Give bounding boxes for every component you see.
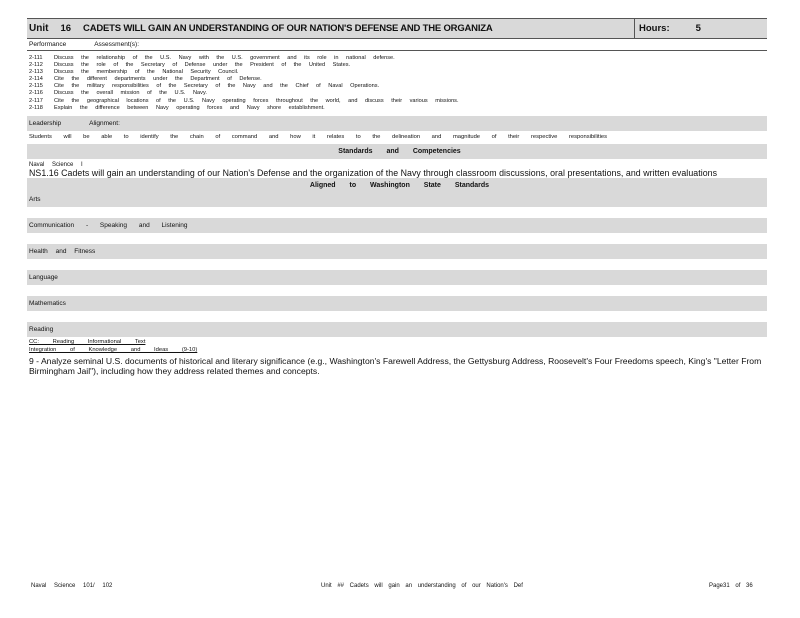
objective-text: Cite the geographical locations of the U.S. Navy operating forces throughout the world, and discuss their various missions. bbox=[54, 97, 459, 104]
performance-label: Performance bbox=[29, 41, 67, 48]
alignment-label: Alignment: bbox=[89, 119, 120, 127]
objective-number: 2-111 bbox=[29, 55, 43, 61]
objective-number: 2-112 bbox=[29, 62, 43, 69]
subject-health bbox=[27, 244, 767, 259]
ns-standard-text: NS1.16 Cadets will gain an understanding of our Nation's Defense and the organization of the Navy through classroom discussions, oral presentations, and written evaluations bbox=[29, 167, 718, 178]
standards-heading: Standards and Competencies bbox=[338, 147, 461, 155]
subject-health-label: Health and Fitness bbox=[29, 247, 96, 255]
hours-cell bbox=[635, 23, 767, 34]
subject-arts-label: Arts bbox=[29, 196, 41, 204]
aligned-band bbox=[27, 178, 767, 193]
subject-communication-label: Communication - Speaking and Listening bbox=[29, 221, 188, 229]
unit-label: Unit bbox=[29, 23, 49, 34]
subject-language-label: Language bbox=[29, 273, 58, 281]
unit-title-bar bbox=[27, 18, 767, 39]
objective-text: Discuss the relationship of the U.S. Navy with the U.S. government and its role in national defense. bbox=[54, 55, 395, 61]
footer-unit-ref: Unit ## Cadets will gain an understanding of our Nation's Def bbox=[321, 583, 523, 589]
subject-communication bbox=[27, 218, 767, 233]
subject-language bbox=[27, 270, 767, 285]
objective-number: 2-114 bbox=[29, 76, 43, 83]
objective-item bbox=[29, 105, 767, 112]
cc-integration-line: Integration of Knowledge and Ideas (9-10) bbox=[29, 346, 198, 353]
standards-band bbox=[27, 144, 767, 159]
objective-item bbox=[29, 83, 767, 90]
footer-course: Naval Science 101/ 102 bbox=[31, 583, 113, 589]
page-footer bbox=[31, 583, 761, 589]
objective-text: Discuss the overall mission of the U.S. Navy. bbox=[54, 90, 207, 97]
unit-number: 16 bbox=[60, 23, 72, 34]
aligned-heading: Aligned to Washington State Standards bbox=[309, 181, 490, 189]
subject-mathematics-label: Mathematics bbox=[29, 299, 66, 307]
objective-item bbox=[29, 76, 767, 83]
objective-number: 2-117 bbox=[29, 97, 43, 104]
hours-label: Hours: bbox=[639, 23, 670, 34]
leadership-label: Leadership bbox=[29, 119, 62, 127]
objective-text: Discuss the role of the Secretary of Defense under the President of the United States. bbox=[54, 62, 351, 69]
objective-item bbox=[29, 69, 767, 76]
objective-list bbox=[27, 51, 767, 116]
objective-item bbox=[29, 98, 767, 105]
objective-number: 2-116 bbox=[29, 90, 43, 97]
objective-number: 2-115 bbox=[29, 83, 43, 90]
objective-number: 2-113 bbox=[29, 69, 43, 76]
subject-arts bbox=[27, 193, 767, 207]
objective-text: Explain the difference between Navy operating forces and Navy shore establishment. bbox=[54, 104, 325, 111]
objective-item bbox=[29, 55, 767, 62]
objective-item bbox=[29, 62, 767, 69]
hours-value: 5 bbox=[695, 23, 701, 34]
subject-reading bbox=[27, 322, 767, 337]
reading-standard-text: 9 - Analyze seminal U.S. documents of historical and literary significance (e.g., Washington's Farewell Address, the Gettysburg Address, Roosevelt's Four Freedoms speech, King's "Letter From Birmingham Jail"), including how they address related themes and concepts. bbox=[29, 355, 762, 376]
objective-text: Discuss the membership of the National Security Council. bbox=[54, 69, 239, 76]
curriculum-page bbox=[27, 18, 767, 376]
objective-item bbox=[29, 90, 767, 97]
footer-page-number: Page31 of 36 bbox=[709, 583, 753, 589]
leadership-statement: Students will be able to identify the chain of command and how it relates to the delineation and magnitude of their respective responsibilities bbox=[29, 134, 608, 141]
performance-header bbox=[27, 39, 767, 51]
objective-text: Cite the different departments under the Department of Defense. bbox=[54, 76, 262, 83]
course-label: Naval Science I bbox=[29, 161, 83, 168]
objective-text: Cite the military responsibilities of the Secretary of the Navy and the Chief of Naval Operations. bbox=[54, 83, 380, 90]
cc-reading-line: CC: Reading Informational Text bbox=[29, 338, 146, 345]
unit-title: CADETS WILL GAIN AN UNDERSTANDING OF OUR NATION'S DEFENSE AND THE ORGANIZA bbox=[83, 23, 493, 34]
unit-title-cell bbox=[27, 19, 635, 38]
subject-reading-label: Reading bbox=[29, 325, 54, 333]
objective-number: 2-118 bbox=[29, 104, 43, 111]
subject-mathematics bbox=[27, 296, 767, 311]
assessment-label: Assessment(s): bbox=[94, 41, 140, 48]
leadership-band bbox=[27, 116, 767, 131]
